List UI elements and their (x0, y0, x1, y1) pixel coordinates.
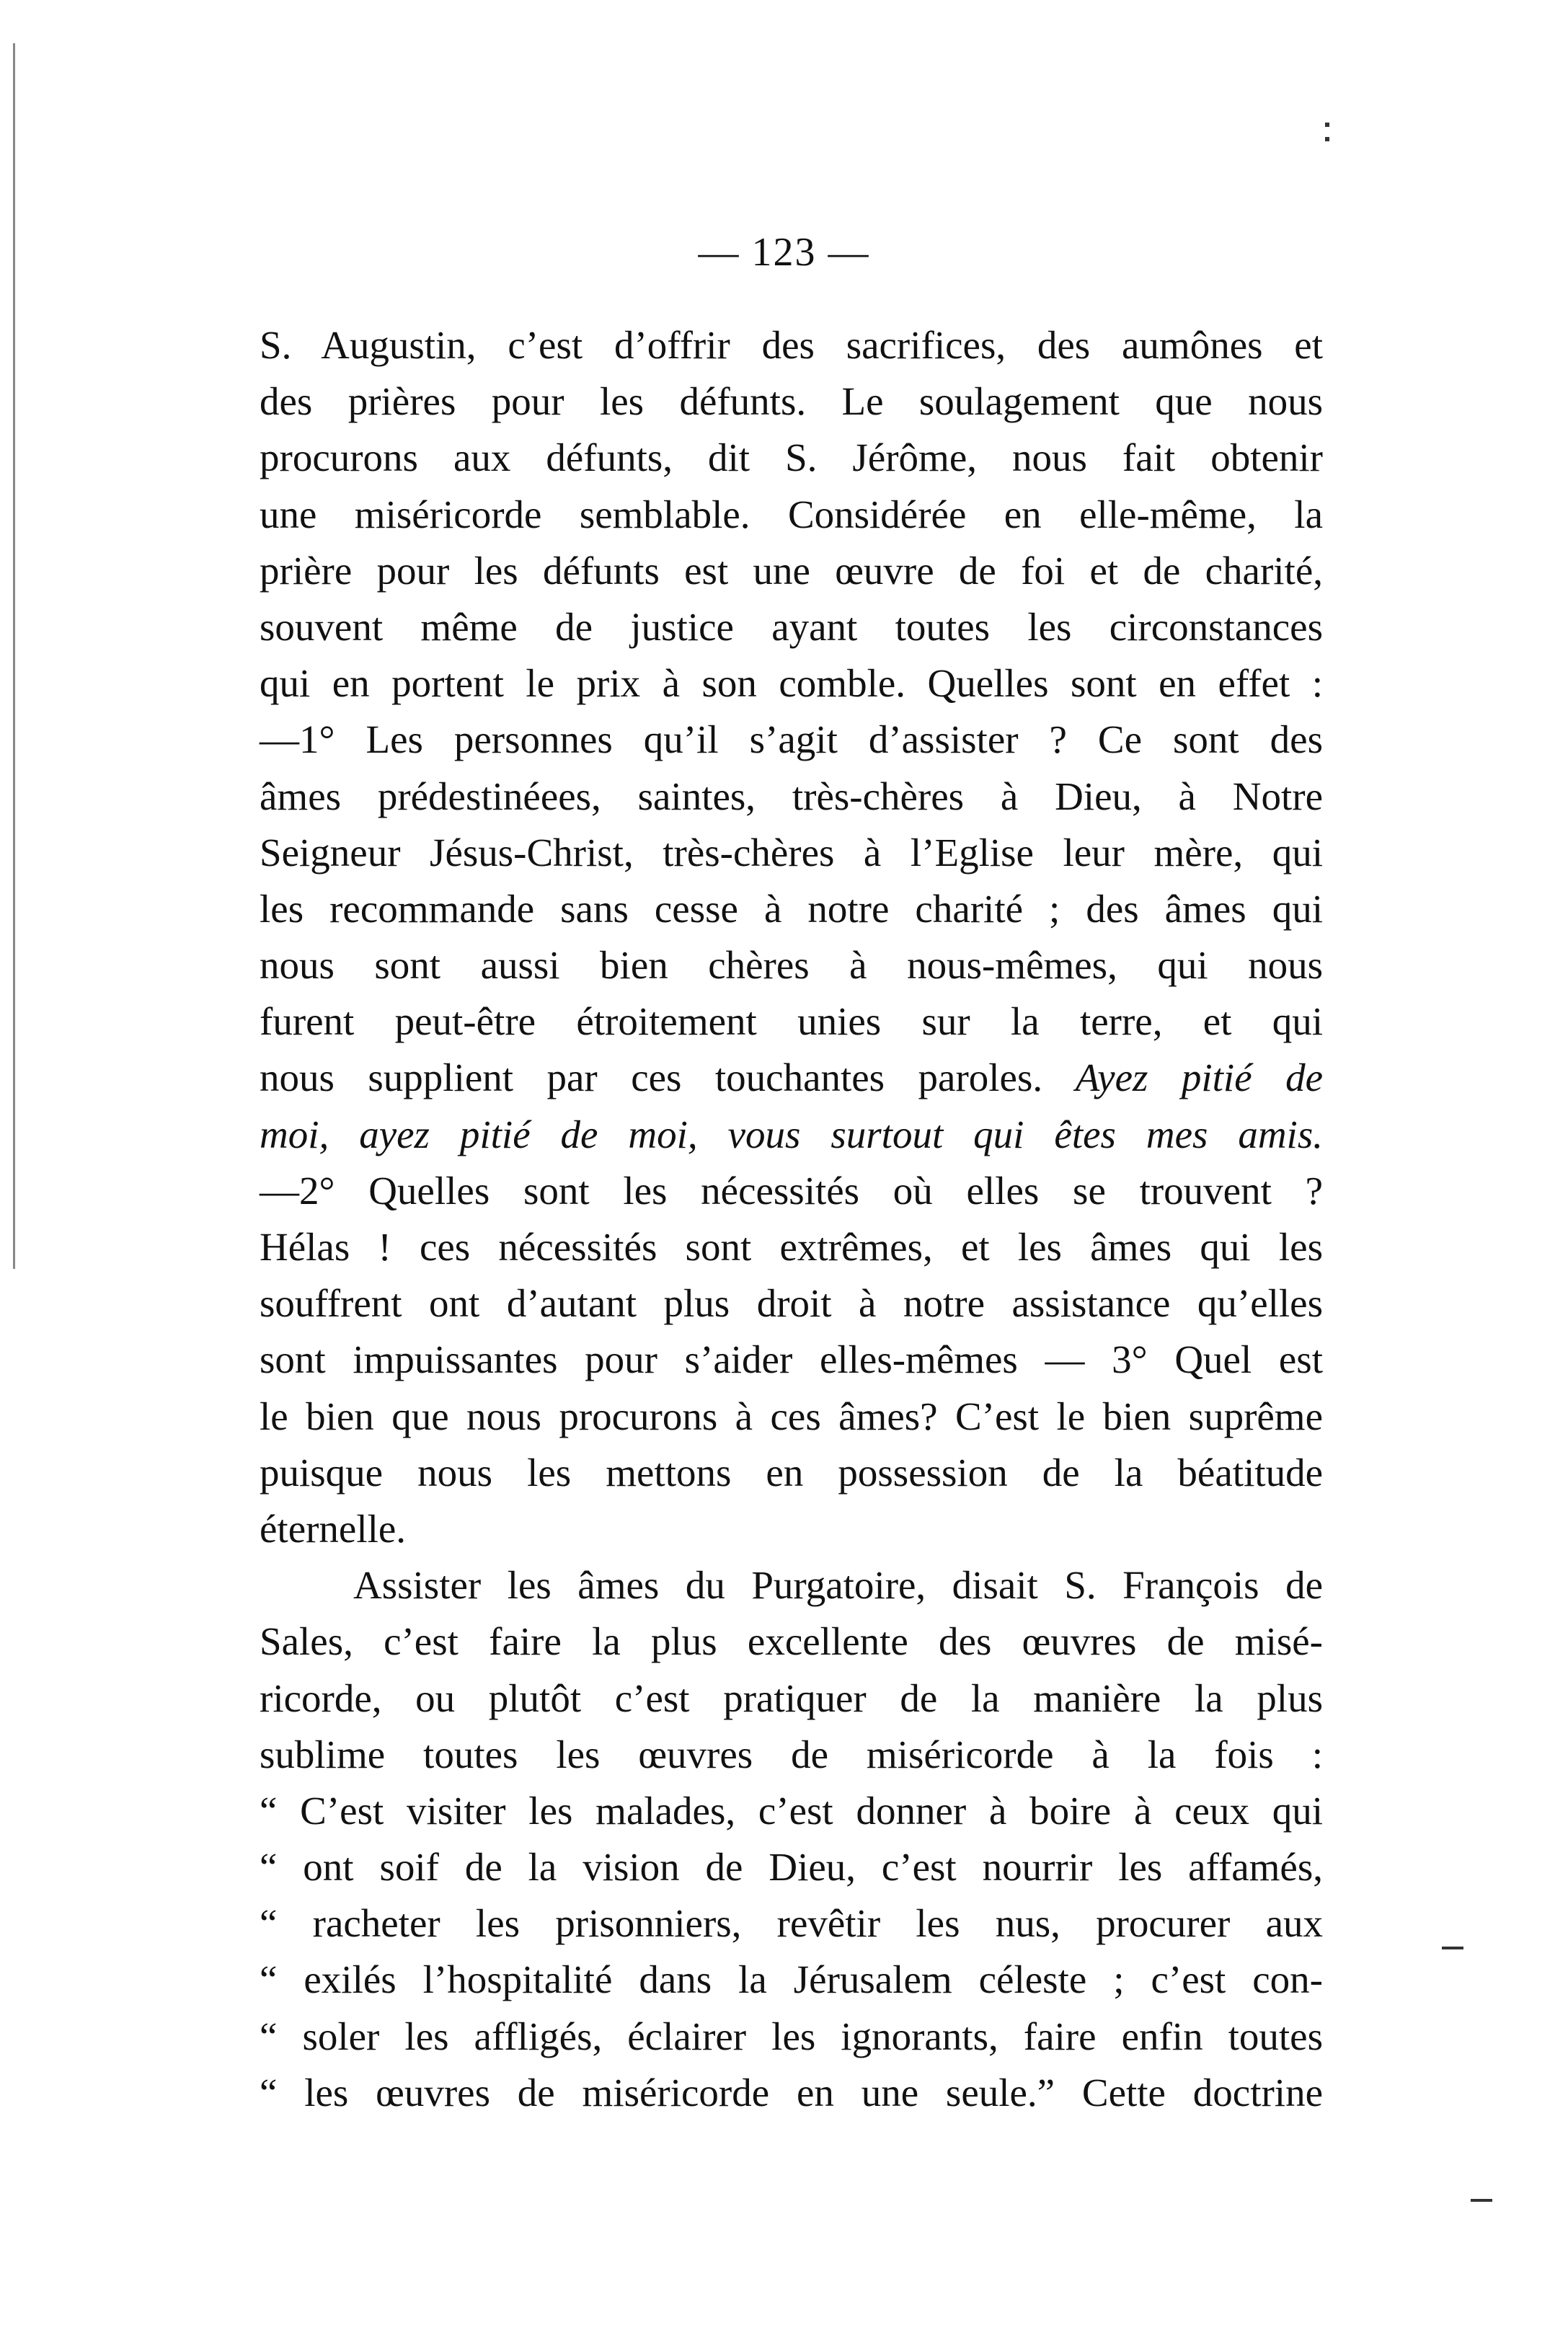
text-line (260, 825, 1323, 881)
text-line (260, 1727, 1323, 1783)
text-line-roman: procurons aux défunts, dit S. Jérôme, nous fait obtenir (260, 435, 1323, 480)
text-line-roman: qui en portent le prix à son comble. Quelles sont en effet : (260, 661, 1323, 706)
text-line (260, 543, 1323, 599)
text-line-roman: éternelle. (260, 1506, 407, 1551)
scan-speck (1325, 123, 1329, 127)
text-line-roman: “ les œuvres de miséricorde en une seule.” Cette doctrine (260, 2070, 1323, 2115)
text-line-roman: souffrent ont d’autant plus droit à notre assistance qu’elles (260, 1281, 1323, 1326)
text-line-roman: puisque nous les mettons en possession de la béatitude (260, 1450, 1323, 1495)
text-line-italic: Ayez pitié de (1042, 1055, 1323, 1100)
scan-margin-line (13, 43, 15, 1269)
text-line-roman: le bien que nous procurons à ces âmes? C’est le bien suprême (260, 1394, 1323, 1438)
text-line (260, 1163, 1323, 1219)
scan-speck (1471, 2199, 1492, 2202)
text-line (260, 487, 1323, 543)
text-line-roman: “ C’est visiter les malades, c’est donner à boire à ceux qui (260, 1788, 1323, 1833)
text-line-roman: “ ont soif de la vision de Dieu, c’est nourrir les affamés, (260, 1845, 1323, 1890)
text-line (260, 317, 1323, 373)
text-line (260, 1389, 1323, 1445)
text-line (260, 712, 1323, 768)
text-line-roman: “ racheter les prisonniers, revêtir les nus, procurer aux (260, 1901, 1323, 1946)
text-line-roman: Sales, c’est faire la plus excellente des œuvres de misé- (260, 1619, 1323, 1664)
text-line-roman: Seigneur Jésus-Christ, très-chères à l’Eglise leur mère, qui (260, 830, 1323, 875)
text-line-roman: —2° Quelles sont les nécessités où elles se trouvent ? (260, 1168, 1323, 1213)
text-line-roman: ricorde, ou plutôt c’est pratiquer de la manière la plus (260, 1675, 1323, 1720)
text-line (260, 881, 1323, 937)
text-line-roman: souvent même de justice ayant toutes les circonstances (260, 604, 1323, 649)
text-line-roman: sublime toutes les œuvres de miséricorde à la fois : (260, 1732, 1323, 1776)
scan-speck (1325, 137, 1329, 141)
text-line-roman: les recommande sans cesse à notre charité ; des âmes qui (260, 886, 1323, 931)
page-number: — 123 — (698, 230, 870, 275)
text-line-roman: “ exilés l’hospitalité dans la Jérusalem céleste ; c’est con- (260, 1957, 1323, 2002)
text-line (260, 993, 1323, 1050)
text-line (260, 769, 1323, 825)
text-line-roman: une miséricorde semblable. Considérée en elle-même, la (260, 492, 1323, 536)
text-line (260, 1839, 1323, 1895)
text-line (260, 1275, 1323, 1332)
text-line-roman: Hélas ! ces nécessités sont extrêmes, et les âmes qui les (260, 1225, 1323, 1269)
text-line-roman: âmes prédestinéees, saintes, très-chères à Dieu, à Notre (260, 774, 1323, 818)
text-line-roman: Assister les âmes du Purgatoire, disait S. François de (353, 1563, 1323, 1608)
text-line-roman: “ soler les affligés, éclairer les ignorants, faire enfin toutes (260, 2014, 1323, 2058)
text-line (260, 1501, 1323, 1557)
text-line (260, 373, 1323, 430)
text-line (260, 1895, 1323, 1952)
text-line (260, 2065, 1323, 2121)
text-line-roman: des prières pour les défunts. Le soulagement que nous (260, 379, 1323, 424)
text-line-italic: moi, ayez pitié de moi, vous surtout qui êtes mes amis. (260, 1112, 1323, 1156)
text-line (260, 1107, 1323, 1163)
text-line (260, 2009, 1323, 2065)
text-line (260, 1219, 1323, 1275)
text-line-roman: nous sont aussi bien chères à nous-mêmes, qui nous (260, 943, 1323, 988)
text-line (260, 1952, 1323, 2008)
text-line (260, 1445, 1323, 1501)
text-line (260, 937, 1323, 993)
text-line-roman: prière pour les défunts est une œuvre de foi et de charité, (260, 548, 1323, 593)
text-line (260, 1783, 1323, 1839)
text-line-roman: —1° Les personnes qu’il s’agit d’assister ? Ce sont des (260, 717, 1323, 762)
text-line-roman: sont impuissantes pour s’aider elles-mêmes — 3° Quel est (260, 1337, 1323, 1382)
text-line (260, 1050, 1323, 1106)
text-line-roman: nous supplient par ces touchantes paroles. (260, 1055, 1043, 1100)
text-line (260, 1670, 1323, 1727)
text-line (260, 430, 1323, 486)
text-line (260, 655, 1323, 712)
text-line (260, 1557, 1323, 1613)
text-line (260, 1613, 1323, 1670)
body-text (260, 317, 1323, 2121)
text-line (260, 1332, 1323, 1388)
text-line-roman: S. Augustin, c’est d’offrir des sacrifices, des aumônes et (260, 323, 1323, 367)
scan-speck (1442, 1947, 1463, 1949)
text-line (260, 599, 1323, 655)
text-line-roman: furent peut-être étroitement unies sur la terre, et qui (260, 999, 1323, 1044)
